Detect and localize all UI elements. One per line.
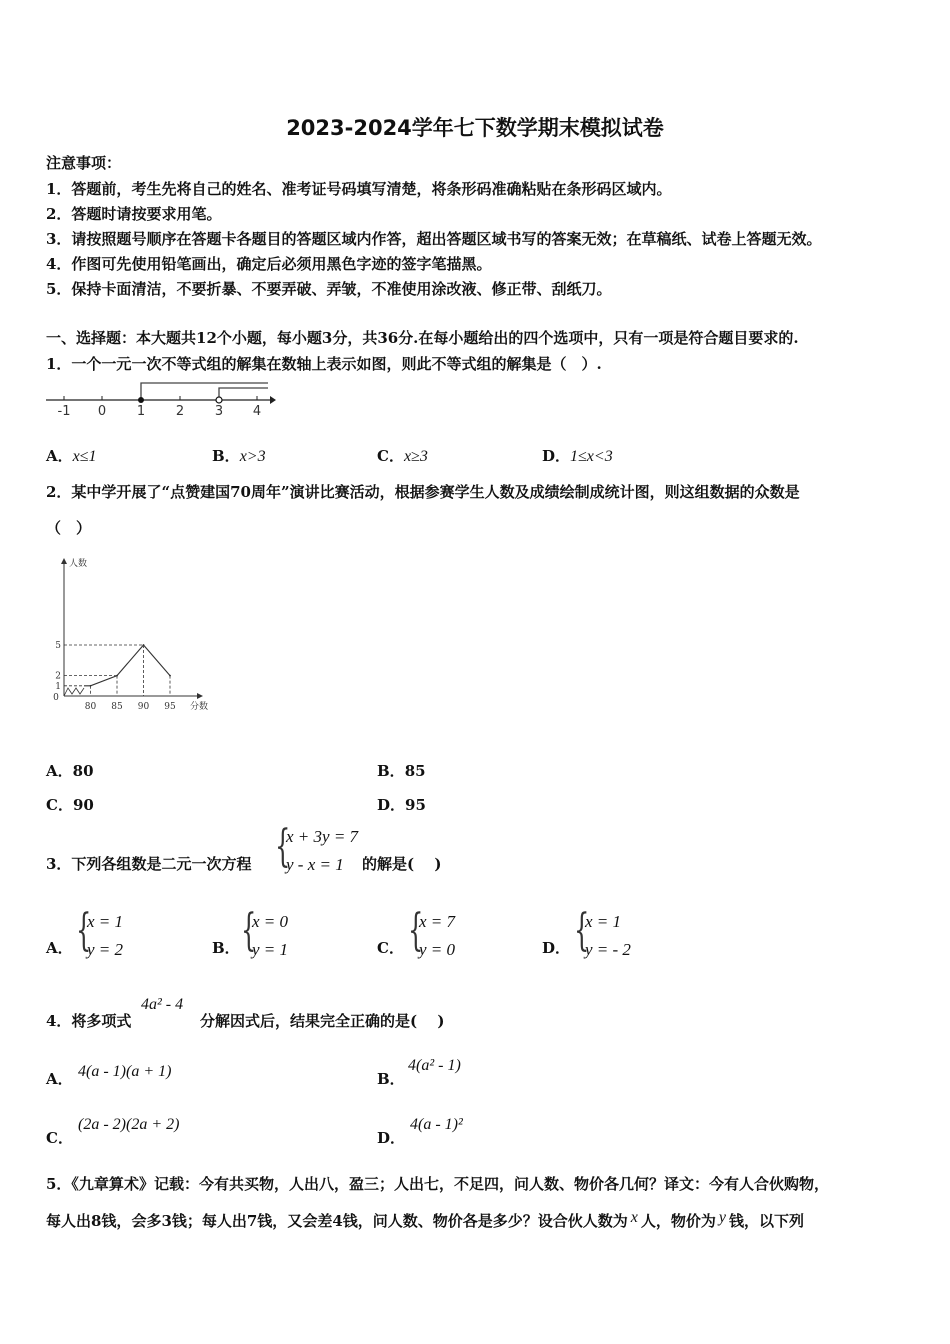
y-tick-label: 2: [55, 671, 61, 682]
q3-d-eq2: y = - 2: [585, 940, 631, 959]
q3-stem-before: 3．下列各组数是二元一次方程: [46, 855, 252, 873]
system-eq2: y - x = 1: [286, 855, 344, 874]
y-axis-title: 人数: [69, 559, 88, 569]
q4-option-b-label[interactable]: B．: [377, 1070, 405, 1088]
q3-option-b-label[interactable]: B．: [212, 939, 240, 957]
q2-option-c[interactable]: C．90: [46, 796, 94, 814]
q2-stem-paren: （ ）: [46, 519, 92, 537]
q4-option-d-label[interactable]: D．: [377, 1129, 406, 1147]
q3-c-eq1: x = 7: [419, 912, 456, 931]
x-tick-label: 85: [111, 702, 123, 712]
q3-b-eq2: y = 1: [252, 940, 289, 959]
q1-option-c[interactable]: C．x≥3: [377, 447, 428, 465]
x-tick-label: 80: [84, 702, 97, 712]
q3-a-eq1: x = 1: [87, 912, 124, 931]
series-line: [84, 645, 170, 686]
note-item: 2．答题时请按要求用笔。: [46, 205, 222, 223]
data-point: [90, 685, 92, 687]
q3-a-eq2: y = 2: [87, 940, 124, 959]
q3-b-eq1: x = 0: [252, 912, 289, 931]
note-item: 4．作图可先使用铅笔画出，确定后必须用黑色字迹的签字笔描黑。: [46, 255, 492, 273]
tick-label: 4: [252, 404, 262, 418]
q5-stem-line2: 每人出8钱，会多3钱；每人出7钱，又会差4钱，问人数、物价各是多少？设合伙人数为 x 人，物价为 y 钱，以下列: [46, 1209, 805, 1230]
q3-stem-after: 的解是( ): [362, 855, 442, 873]
note-item: 1．答题前，考生先将自己的姓名、准考证号码填写清楚，将条形码准确粘贴在条形码区域内。: [46, 180, 672, 198]
page-title: 2023-2024学年七下数学期末模拟试卷: [286, 116, 664, 140]
system-brace: {: [275, 821, 291, 872]
q5-stem-line1: 5．《九章算术》记载：今有共买物，人出八，盈三；人出七，不足四，问人数、物价各几何？译文：今有人合伙购物，: [46, 1175, 829, 1193]
solution-ray-1: [141, 383, 268, 400]
q4-option-a-expr: 4(a - 1)(a + 1): [78, 1063, 172, 1080]
q1-option-d[interactable]: D．1≤x<3: [542, 447, 613, 465]
data-point: [169, 675, 171, 677]
option-brace: {: [574, 905, 590, 956]
open-point: [216, 397, 222, 403]
score-line-chart: [42, 553, 222, 718]
q4-polynomial: 4a² - 4: [141, 996, 184, 1013]
q2-option-a[interactable]: A．80: [46, 762, 94, 780]
tick-label: 0: [97, 404, 107, 418]
q1-stem: 1．一个一元一次不等式组的解集在数轴上表示如图，则此不等式组的解集是（ ）.: [46, 355, 602, 373]
q3-option-a-label[interactable]: A．: [46, 939, 73, 957]
q3-option-d-label[interactable]: D．: [542, 939, 571, 957]
q3-d-eq1: x = 1: [585, 912, 622, 931]
q4-option-b-expr: 4(a² - 1): [408, 1057, 461, 1074]
q2-stem: 2．某中学开展了“点赞建国70周年”演讲比赛活动，根据参赛学生人数及成绩绘制成统计图，则这组数据的众数是: [46, 483, 800, 501]
q1-option-a[interactable]: A．x≤1: [46, 447, 97, 465]
q4-option-a-label[interactable]: A．: [46, 1070, 73, 1088]
axis-break-symbol: [64, 688, 84, 696]
solid-point: [138, 397, 144, 403]
q2-option-b[interactable]: B．85: [377, 762, 426, 780]
notes-heading: 注意事项：: [46, 154, 122, 172]
option-brace: {: [241, 905, 257, 956]
q3-c-eq2: y = 0: [419, 940, 456, 959]
q4-option-c-label[interactable]: C．: [46, 1129, 73, 1147]
tick-label: 3: [214, 404, 224, 418]
solution-ray-2: [219, 388, 268, 400]
note-item: 5．保持卡面清洁，不要折暴、不要弄破、弄皱，不准使用涂改液、修正带、刮纸刀。: [46, 280, 612, 298]
data-point: [143, 644, 145, 646]
option-brace: {: [76, 905, 92, 956]
origin-label: 0: [53, 693, 59, 703]
q4-stem-before: 4．将多项式: [46, 1012, 132, 1030]
q4-option-c-expr: (2a - 2)(2a + 2): [78, 1116, 180, 1133]
tick-label: 2: [175, 404, 185, 418]
x-tick-label: 90: [137, 702, 150, 712]
q2-option-d[interactable]: D．95: [377, 796, 426, 814]
axis-arrow: [270, 396, 276, 404]
x-axis-title: 分数: [190, 702, 209, 712]
number-line-figure: [44, 378, 276, 418]
system-eq1: x + 3y = 7: [286, 827, 359, 846]
data-point: [116, 675, 118, 677]
tick-label: 1: [136, 404, 146, 418]
y-tick-label: 5: [55, 641, 61, 651]
section-heading: 一、选择题：本大题共12个小题，每小题3分，共36分.在每小题给出的四个选项中，只有一项是符合题目要求的.: [46, 329, 799, 347]
q3-option-c-label[interactable]: C．: [377, 939, 404, 957]
note-item: 3．请按照题号顺序在答题卡各题目的答题区域内作答，超出答题区域书写的答案无效；在草稿纸、试卷上答题无效。: [46, 230, 822, 248]
tick-label: -1: [57, 404, 71, 418]
y-tick-label: 1: [55, 681, 61, 692]
q1-option-b[interactable]: B．x>3: [212, 447, 266, 465]
q4-stem-after: 分解因式后，结果完全正确的是( ): [200, 1012, 445, 1030]
x-tick-label: 95: [164, 702, 176, 712]
option-brace: {: [408, 905, 424, 956]
q4-option-d-expr: 4(a - 1)²: [410, 1116, 463, 1133]
